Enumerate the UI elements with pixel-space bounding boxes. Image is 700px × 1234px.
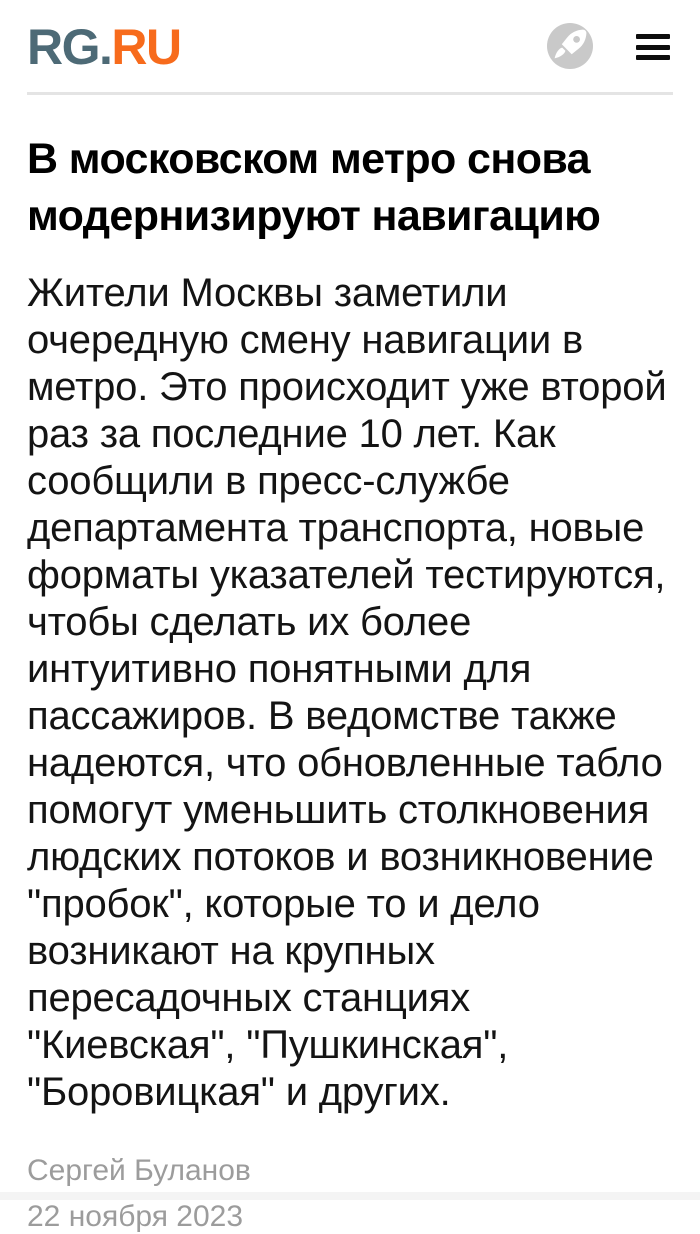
hamburger-bar [636,45,670,50]
logo-rg: RG [27,19,99,75]
article [0,131,700,1234]
logo-dot: . [99,19,112,75]
rocket-icon[interactable] [546,22,594,70]
hamburger-bar [636,55,670,60]
hamburger-menu-icon[interactable] [636,34,670,60]
site-logo[interactable] [27,19,181,75]
article-body: Жители Москвы заметили очередную смену навигации в метро. Это происходит уже второй раз за последние 10 лет. Как сообщили в пресс-службе департамента транспорта, новые форматы указателей тестируются, чтобы сделать их более интуитивно понятными для пассажиров. В ведомстве также надеются, что обновленные табло помогут уменьшить столкновения людских потоков и возникновение "пробок", которые то и дело возникают на крупных пересадочных станциях "Киевская", "Пушкинская", "Боровицкая" и других. [27,271,667,1114]
next-section-edge [0,1192,700,1200]
header-divider [27,92,673,95]
article-title: В московском метро снова модернизируют навигацию [27,135,601,240]
article-date: 22 ноября 2023 [27,1200,244,1233]
header [0,0,700,92]
logo-ru: RU [111,19,181,75]
hamburger-bar [636,34,670,39]
article-author: Сергей Буланов [27,1154,251,1187]
